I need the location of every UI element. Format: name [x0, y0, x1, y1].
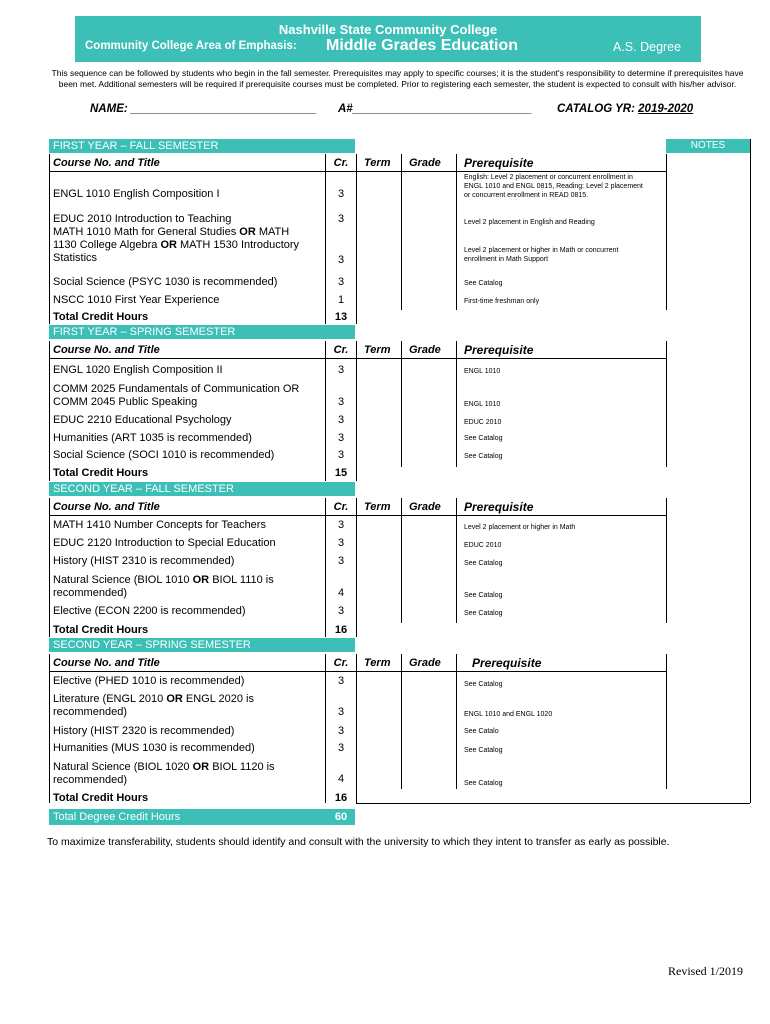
course-name: Statistics [53, 252, 98, 264]
total-credit-value: 13 [334, 311, 348, 323]
grid-line [49, 154, 50, 324]
prereq-column-header: Prerequisite [464, 500, 534, 514]
grid-line [356, 154, 357, 324]
course-name: MATH 1010 Math for General Studies OR MATH [53, 226, 290, 238]
course-name: recommended) [53, 706, 127, 718]
prerequisite-text: See Catalog [464, 747, 503, 754]
grade-column-header: Grade [409, 657, 441, 669]
grid-line [49, 341, 50, 481]
course-credits: 3 [337, 555, 345, 567]
course-credits: 3 [337, 276, 345, 288]
degree-total-label: Total Degree Credit Hours [53, 811, 181, 823]
grid-line [666, 498, 667, 623]
course-credits: 3 [337, 725, 345, 737]
catalog-value: 2019-2020 [638, 103, 694, 115]
course-credits: 3 [337, 742, 345, 754]
credit-column-header: Cr. [333, 344, 349, 356]
prerequisite-text: ENGL 1010 and ENGL 1020 [464, 711, 553, 718]
credit-column-header: Cr. [333, 657, 349, 669]
a-number-field[interactable]: A#____________________________ [338, 103, 532, 115]
grid-line [456, 154, 457, 310]
prerequisite-text: See Catalog [464, 780, 503, 787]
course-column-header: Course No. and Title [53, 501, 160, 513]
course-name: EDUC 2010 Introduction to Teaching [53, 213, 232, 225]
prerequisite-text: See Catalog [464, 681, 503, 688]
course-credits: 3 [337, 364, 345, 376]
degree-total-band [49, 809, 355, 825]
grade-column-header: Grade [409, 501, 441, 513]
grid-line [666, 654, 667, 789]
course-credits: 3 [337, 396, 345, 408]
credit-column-header: Cr. [333, 501, 349, 513]
prerequisite-text: Level 2 placement in English and Reading [464, 219, 595, 226]
grid-line [49, 358, 666, 359]
grid-line [325, 654, 326, 803]
prerequisite-text: Level 2 placement or higher in Math [464, 524, 576, 531]
grid-line [49, 171, 666, 172]
prerequisite-text: Level 2 placement or higher in Math or concurrent [464, 247, 619, 254]
prereq-column-header: Prerequisite [472, 656, 542, 670]
grid-line [49, 515, 666, 516]
course-name: Elective (ECON 2200 is recommended) [53, 605, 246, 617]
grid-line [401, 341, 402, 467]
course-name: ENGL 1010 English Composition I [53, 188, 220, 200]
prereq-column-header: Prerequisite [464, 156, 534, 170]
prerequisite-text: See Catalo [464, 728, 499, 735]
course-credits: 3 [337, 188, 345, 200]
prerequisite-text: See Catalog [464, 592, 503, 599]
term-column-header: Term [364, 657, 391, 669]
course-column-header: Course No. and Title [53, 657, 160, 669]
grid-line [456, 341, 457, 467]
prerequisite-text: See Catalog [464, 610, 503, 617]
prerequisite-text: enrollment in Math Support [464, 256, 549, 263]
course-credits: 3 [337, 519, 345, 531]
course-credits: 3 [337, 414, 345, 426]
course-name: ENGL 1020 English Composition II [53, 364, 223, 376]
total-credit-value: 16 [334, 624, 348, 636]
degree-label: A.S. Degree [613, 40, 682, 54]
prerequisite-text: See Catalog [464, 435, 503, 442]
program-title: Middle Grades Education [326, 37, 519, 54]
course-name: Natural Science (BIOL 1010 OR BIOL 1110 is [53, 574, 274, 586]
course-name: Elective (PHED 1010 is recommended) [53, 675, 245, 687]
course-column-header: Course No. and Title [53, 344, 160, 356]
course-credits: 3 [337, 706, 345, 718]
catalog-year [557, 103, 693, 115]
grid-line [325, 154, 326, 324]
total-credit-value: 15 [334, 467, 348, 479]
course-credits: 3 [337, 254, 345, 266]
total-credit-label: Total Credit Hours [53, 624, 149, 636]
semester-title: SECOND YEAR – SPRING SEMESTER [49, 638, 355, 652]
credit-column-header: Cr. [333, 157, 349, 169]
grid-line [456, 498, 457, 623]
course-column-header: Course No. and Title [53, 157, 160, 169]
grid-line [356, 654, 357, 803]
course-name: History (HIST 2320 is recommended) [53, 725, 235, 737]
grid-line [325, 341, 326, 481]
prerequisite-text: See Catalog [464, 280, 503, 287]
prereq-column-header: Prerequisite [464, 343, 534, 357]
prerequisite-text: See Catalog [464, 560, 503, 567]
course-credits: 3 [337, 537, 345, 549]
course-name: COMM 2025 Fundamentals of Communication OR [53, 383, 300, 395]
course-credits: 3 [337, 605, 345, 617]
course-credits: 3 [337, 432, 345, 444]
course-name: Social Science (SOCI 1010 is recommended) [53, 449, 275, 461]
prerequisite-text: ENGL 1010 [464, 401, 501, 408]
course-name: Humanities (ART 1035 is recommended) [53, 432, 252, 444]
grid-line [401, 498, 402, 623]
course-name: Natural Science (BIOL 1020 OR BIOL 1120 is [53, 761, 275, 773]
course-credits: 3 [337, 213, 345, 225]
prerequisite-text: English: Level 2 placement or concurrent enrollment in [464, 174, 633, 181]
course-name: 1130 College Algebra OR MATH 1530 Introductory [53, 239, 300, 251]
grid-line [666, 341, 667, 467]
intro-text: This sequence can be followed by students who begin in the fall semester. Prerequisites may apply to specific courses; it is the student's responsibility to determine if prerequisites have been met. Additional semesters will be required if prerequisite courses must be completed. Prior to registering each semester, the student is expected to consult with his/her advisor. [51, 68, 744, 89]
total-credit-label: Total Credit Hours [53, 467, 149, 479]
grid-line [49, 671, 666, 672]
grade-column-header: Grade [409, 344, 441, 356]
grid-line [666, 154, 667, 310]
total-credit-value: 16 [334, 792, 348, 804]
course-name: Social Science (PSYC 1030 is recommended) [53, 276, 278, 288]
grid-line [456, 654, 457, 789]
prerequisite-text: EDUC 2010 [464, 542, 502, 549]
catalog-label: CATALOG YR: [557, 103, 635, 115]
term-column-header: Term [364, 501, 391, 513]
course-name: COMM 2045 Public Speaking [53, 396, 198, 408]
course-name: EDUC 2120 Introduction to Special Education [53, 537, 276, 549]
total-credit-label: Total Credit Hours [53, 311, 149, 323]
course-credits: 4 [337, 773, 345, 785]
semester-title: FIRST YEAR – SPRING SEMESTER [49, 325, 355, 339]
notes-header: NOTES [666, 139, 750, 153]
prerequisite-text: EDUC 2010 [464, 419, 502, 426]
course-name: EDUC 2210 Educational Psychology [53, 414, 232, 426]
grid-line [401, 154, 402, 310]
semester-title: SECOND YEAR – FALL SEMESTER [49, 482, 355, 496]
course-credits: 1 [337, 294, 345, 306]
course-name: History (HIST 2310 is recommended) [53, 555, 235, 567]
prerequisite-text: First-time freshman only [464, 298, 540, 305]
course-credits: 3 [337, 449, 345, 461]
grade-column-header: Grade [409, 157, 441, 169]
grid-line [356, 341, 357, 481]
header-banner [75, 16, 701, 62]
course-name: NSCC 1010 First Year Experience [53, 294, 220, 306]
footer-note: To maximize transferability, students should identify and consult with the university to which they intent to transfer as early as possible. [47, 836, 670, 848]
prerequisite-text: See Catalog [464, 453, 503, 460]
revised-date: Revised 1/2019 [668, 964, 743, 978]
course-credits: 3 [337, 675, 345, 687]
semester-title: FIRST YEAR – FALL SEMESTER [49, 139, 355, 153]
prerequisite-text: ENGL 1010 [464, 368, 501, 375]
grid-line [49, 498, 50, 637]
college-name: Nashville State Community College [278, 22, 498, 37]
grid-line [401, 654, 402, 789]
degree-total-value: 60 [334, 811, 348, 823]
course-name: MATH 1410 Number Concepts for Teachers [53, 519, 266, 531]
area-label: Community College Area of Emphasis: [85, 40, 297, 52]
grid-line [356, 803, 750, 804]
course-name: Humanities (MUS 1030 is recommended) [53, 742, 255, 754]
grid-line [325, 498, 326, 637]
name-field[interactable]: NAME: _____________________________ [90, 103, 317, 115]
prerequisite-text: or concurrent enrollment in READ 0815. [464, 192, 589, 199]
term-column-header: Term [364, 344, 391, 356]
prerequisite-text: ENGL 1010 and ENGL 0815, Reading: Level 2 placement [464, 183, 643, 190]
total-credit-label: Total Credit Hours [53, 792, 149, 804]
course-name: Literature (ENGL 2010 OR ENGL 2020 is [53, 693, 254, 705]
grid-line [356, 498, 357, 637]
term-column-header: Term [364, 157, 391, 169]
course-name: recommended) [53, 774, 127, 786]
grid-line [49, 654, 50, 803]
course-name: recommended) [53, 587, 127, 599]
grid-line [750, 139, 751, 803]
student-info-row [90, 103, 710, 119]
course-credits: 4 [337, 587, 345, 599]
